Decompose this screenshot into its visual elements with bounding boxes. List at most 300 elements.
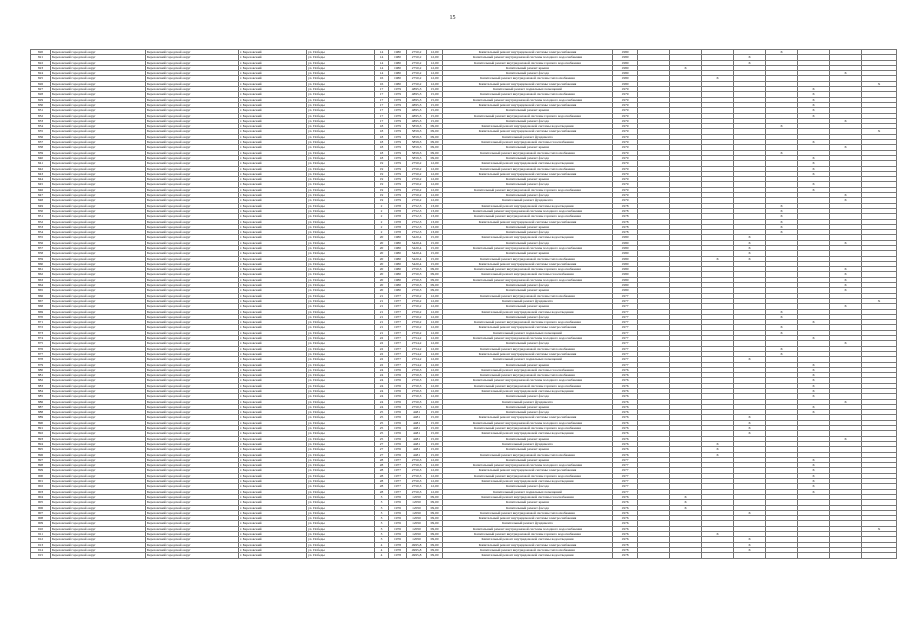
table-cell: 1979 (613, 198, 638, 203)
table-cell: Березовский городской округ (51, 298, 146, 303)
table-cell: Капитальный ремонт внутридомовой системы электроснабжения (443, 219, 613, 224)
table-cell: г. Березовский (239, 537, 307, 542)
table-cell: г. Березовский (239, 76, 307, 81)
table-cell: 1976 (389, 404, 407, 409)
table-cell: 838 (31, 145, 51, 150)
table-cell: Березовский городской округ (51, 314, 146, 319)
table-cell: 2750,2 (407, 325, 427, 330)
table-cell: 872 (31, 325, 51, 330)
table-cell: 4 (375, 542, 389, 547)
table-cell: 12,00 (427, 314, 443, 319)
table-cell: Капитальный ремонт внутридомовой системы водоотведения (443, 479, 613, 484)
table-cell: 1978 (389, 214, 407, 219)
table-cell (830, 553, 862, 558)
table-cell: X (734, 251, 766, 256)
table-cell: 874 (31, 336, 51, 341)
table-cell: 1980 (389, 251, 407, 256)
table-cell: Березовский городской округ (51, 171, 146, 176)
table-cell: 905 (31, 500, 51, 505)
table-cell: 891 (31, 426, 51, 431)
table-cell: Березовский городской округ (146, 383, 239, 388)
table-cell: X (670, 65, 702, 70)
table-cell: 825 (31, 76, 51, 81)
table-cell: X (766, 309, 798, 314)
table-cell: Капитальный ремонт фасада (443, 240, 613, 245)
table-cell: 12,00 (427, 399, 443, 404)
table-cell: г. Березовский (239, 436, 307, 441)
table-cell: 21 (375, 325, 389, 330)
table-cell: 5859,3 (407, 145, 427, 150)
table-cell: 899 (31, 468, 51, 473)
table-cell: 2750,2 (407, 171, 427, 176)
table-cell: Капитальный ремонт фасада (443, 118, 613, 123)
table-cell: ул. Победы (307, 293, 375, 298)
table-cell: Березовский городской округ (51, 277, 146, 282)
table-cell: ул. Победы (307, 187, 375, 192)
table-cell: 19 (375, 193, 389, 198)
table-cell (798, 553, 830, 558)
table-cell: 907 (31, 510, 51, 515)
table-cell: г. Березовский (239, 330, 307, 335)
table-cell: 1979 (389, 134, 407, 139)
table-cell: 25 (375, 436, 389, 441)
table-cell: Березовский городской округ (146, 161, 239, 166)
table-cell: 1979 (389, 129, 407, 134)
table-cell: 4895,3 (407, 108, 427, 113)
table-cell: 2754,2 (407, 362, 427, 367)
table-cell: г. Березовский (239, 304, 307, 309)
table-cell: 1977 (613, 357, 638, 362)
table-cell: 1976 (389, 494, 407, 499)
table-cell: 14 (375, 55, 389, 60)
table-cell: Березовский городской округ (146, 272, 239, 277)
table-cell: 829 (31, 97, 51, 102)
table-cell: 12,00 (427, 484, 443, 489)
table-cell: 1980 (613, 272, 638, 277)
table-cell: 1979 (613, 140, 638, 145)
table-cell: Капитальный ремонт крыши (443, 251, 613, 256)
table-cell: 4895,3 (407, 87, 427, 92)
table-cell: ул. Победы (307, 283, 375, 288)
table-cell: Капитальный ремонт внутридомовой системы теплоснабжения (443, 547, 613, 552)
table-cell: Березовский городской округ (51, 431, 146, 436)
table-cell: 12,00 (427, 362, 443, 367)
table-cell: 2752,3 (407, 208, 427, 213)
table-cell: 2752,3 (407, 203, 427, 208)
table-cell: 1978 (389, 230, 407, 235)
table-cell: 09,00 (427, 547, 443, 552)
table-cell: Березовский городской округ (146, 489, 239, 494)
table-cell: Березовский городской округ (146, 60, 239, 65)
table-cell: Березовский городской округ (146, 140, 239, 145)
table-cell: г. Березовский (239, 71, 307, 76)
table-cell: ул. Победы (307, 182, 375, 187)
table-cell: 1977 (613, 362, 638, 367)
table-cell: Березовский городской округ (51, 304, 146, 309)
table-cell: Березовский городской округ (51, 240, 146, 245)
table-cell: Березовский городской округ (146, 124, 239, 129)
table-cell: 4895,3 (407, 118, 427, 123)
table-cell: 1978 (389, 553, 407, 558)
table-cell: 1979 (389, 124, 407, 129)
table-cell: ул. Победы (307, 500, 375, 505)
table-cell: г. Березовский (239, 60, 307, 65)
table-cell: 1979 (389, 87, 407, 92)
table-cell: 13,00 (427, 208, 443, 213)
table-cell: X (798, 367, 830, 372)
table-cell: 915 (31, 553, 51, 558)
table-cell: 15,00 (427, 415, 443, 420)
table-cell: 1977 (613, 293, 638, 298)
table-cell: 1978 (613, 547, 638, 552)
table-cell: 869 (31, 309, 51, 314)
table-cell: 12050 (407, 521, 427, 526)
table-cell: Березовский городской округ (146, 235, 239, 240)
table-cell: Березовский городской округ (51, 102, 146, 107)
table-cell: 873 (31, 330, 51, 335)
table-cell: ул. Победы (307, 373, 375, 378)
table-cell: X (734, 415, 766, 420)
table-cell: г. Березовский (239, 399, 307, 404)
table-cell: X (670, 494, 702, 499)
table-cell: 09,00 (427, 145, 443, 150)
table-cell: 1976 (613, 378, 638, 383)
table-cell: г. Березовский (239, 547, 307, 552)
table-cell: 24 (375, 373, 389, 378)
table-cell: 1980 (613, 267, 638, 272)
table-cell: 1977 (613, 468, 638, 473)
table-cell: X (862, 129, 897, 134)
table-cell: Березовский городской округ (146, 473, 239, 478)
table-cell: 1976 (613, 399, 638, 404)
table-cell: Березовский городской округ (146, 336, 239, 341)
table-cell: 2750,2 (407, 330, 427, 335)
table-cell: 12,00 (427, 161, 443, 166)
table-cell: Капитальный ремонт фундамента (443, 399, 613, 404)
table-cell: 25 (375, 420, 389, 425)
table-cell: Березовский городской округ (51, 500, 146, 505)
table-cell: 1980 (389, 256, 407, 261)
table-cell: г. Березовский (239, 415, 307, 420)
table-cell: Березовский городской округ (146, 177, 239, 182)
table-cell: г. Березовский (239, 521, 307, 526)
table-cell: 15,00 (427, 420, 443, 425)
table-cell: 17 (375, 108, 389, 113)
table-cell: 1976 (389, 367, 407, 372)
table-cell: Березовский городской округ (146, 320, 239, 325)
table-cell: Капитальный ремонт внутридомовой системы газоснабжения (443, 272, 613, 277)
table-cell: 1976 (389, 420, 407, 425)
table-cell: 1979 (613, 92, 638, 97)
table-cell: 18 (375, 145, 389, 150)
table-cell: 1976 (389, 394, 407, 399)
table-cell: Березовский городской округ (51, 426, 146, 431)
table-cell: г. Березовский (239, 383, 307, 388)
table-cell: 1976 (389, 378, 407, 383)
table-cell: ул. Победы (307, 97, 375, 102)
table-cell: Капитальный ремонт внутридомовой системы теплоснабжения (443, 510, 613, 515)
table-cell: Березовский городской округ (146, 50, 239, 55)
table-cell: 1980 (613, 240, 638, 245)
table-cell: 3 (375, 526, 389, 531)
table-cell: Капитальный ремонт подвальных помещений (443, 357, 613, 362)
table-cell: 5859,3 (407, 134, 427, 139)
table-cell: Березовский городской округ (146, 532, 239, 537)
table-cell: г. Березовский (239, 272, 307, 277)
table-cell: Березовский городской округ (146, 193, 239, 198)
table-cell: г. Березовский (239, 97, 307, 102)
table-cell: Березовский городской округ (51, 547, 146, 552)
table-cell: 846 (31, 187, 51, 192)
table-cell: 2750,2 (407, 193, 427, 198)
table-cell: 1979 (613, 166, 638, 171)
table-cell: 12,00 (427, 198, 443, 203)
table-cell: 1980 (389, 50, 407, 55)
table-cell: X (798, 463, 830, 468)
table-cell: 12050 (407, 510, 427, 515)
table-cell: 1977 (613, 330, 638, 335)
table-cell: г. Березовский (239, 203, 307, 208)
table-cell: Березовский городской округ (146, 505, 239, 510)
table-cell: 2752,3 (407, 230, 427, 235)
table-cell: 20 (375, 251, 389, 256)
table-cell: ул. Победы (307, 251, 375, 256)
table-cell: Капитальный ремонт внутридомовой системы электроснабжения (443, 261, 613, 266)
table-cell: Березовский городской округ (51, 155, 146, 160)
table-cell: 883 (31, 383, 51, 388)
table-cell: г. Березовский (239, 50, 307, 55)
table-cell: Березовский городской округ (51, 193, 146, 198)
table-cell: г. Березовский (239, 187, 307, 192)
table-cell: Капитальный ремонт внутридомовой системы горячего водоснабжения (443, 187, 613, 192)
table-cell: 1976 (389, 500, 407, 505)
table-cell: 1977 (389, 473, 407, 478)
table-cell: 1976 (613, 500, 638, 505)
table-cell: X (862, 81, 897, 86)
table-cell: 2750,2 (407, 81, 427, 86)
table-cell: Капитальный ремонт фасада (443, 410, 613, 415)
table-cell: 21 (375, 298, 389, 303)
table-cell: 2 (375, 219, 389, 224)
table-cell: 20 (375, 240, 389, 245)
table-cell: 09,00 (427, 124, 443, 129)
table-cell: 1979 (613, 113, 638, 118)
table-cell: Березовский городской округ (51, 124, 146, 129)
table-cell: X (830, 304, 862, 309)
table-cell: Березовский городской округ (146, 325, 239, 330)
table-cell: 1980 (389, 71, 407, 76)
table-cell: Березовский городской округ (51, 420, 146, 425)
table-cell: 1976 (389, 431, 407, 436)
table-cell: 12,00 (427, 309, 443, 314)
table-cell: 824 (31, 71, 51, 76)
table-cell: 4481 (407, 410, 427, 415)
table-cell: ул. Победы (307, 457, 375, 462)
table-cell: 12,00 (427, 325, 443, 330)
table-cell: г. Березовский (239, 336, 307, 341)
table-cell: 1977 (389, 479, 407, 484)
table-cell: Березовский городской округ (146, 293, 239, 298)
table-cell: 17 (375, 113, 389, 118)
table-cell: X (830, 283, 862, 288)
table-cell: г. Березовский (239, 283, 307, 288)
table-cell: 09,00 (427, 537, 443, 542)
table-cell: 15,00 (427, 240, 443, 245)
table-cell: ул. Победы (307, 415, 375, 420)
table-cell: X (766, 214, 798, 219)
table-cell: 2750,3 (407, 373, 427, 378)
table-cell: 4481 (407, 447, 427, 452)
table-cell: Березовский городской округ (146, 92, 239, 97)
table-cell: Капитальный ремонт внутридомовой системы теплоснабжения (443, 92, 613, 97)
table-cell: Березовский городской округ (51, 389, 146, 394)
table-cell: X (830, 288, 862, 293)
table-cell: 1977 (389, 341, 407, 346)
table-cell: 15,00 (427, 426, 443, 431)
table-cell: 867 (31, 298, 51, 303)
table-cell: Березовский городской округ (51, 134, 146, 139)
table-cell: Березовский городской округ (51, 55, 146, 60)
table-cell: Березовский городской округ (146, 81, 239, 86)
table-cell: 15,00 (427, 447, 443, 452)
table-cell: 15,00 (427, 261, 443, 266)
table-cell: 4995,8 (407, 547, 427, 552)
table-cell: г. Березовский (239, 240, 307, 245)
table-cell: Березовский городской округ (51, 283, 146, 288)
table-cell: 19 (375, 187, 389, 192)
table-cell: 1976 (613, 521, 638, 526)
table-cell: Березовский городской округ (146, 224, 239, 229)
table-cell: 14 (375, 65, 389, 70)
table-cell: 1977 (613, 489, 638, 494)
table-cell: Березовский городской округ (51, 81, 146, 86)
table-cell: ул. Победы (307, 489, 375, 494)
table-cell: Капитальный ремонт внутридомовой системы теплоснабжения (443, 150, 613, 155)
table-cell: Березовский городской округ (51, 177, 146, 182)
table-cell: г. Березовский (239, 198, 307, 203)
table-cell: 1980 (389, 261, 407, 266)
table-cell: 2750,3 (407, 367, 427, 372)
table-cell: 892 (31, 431, 51, 436)
table-cell: 853 (31, 224, 51, 229)
table-cell: ул. Победы (307, 484, 375, 489)
table-cell: Березовский городской округ (146, 330, 239, 335)
table-cell: 15,00 (427, 235, 443, 240)
table-cell: X (670, 500, 702, 505)
table-cell: г. Березовский (239, 214, 307, 219)
table-cell: Березовский городской округ (51, 521, 146, 526)
table-cell: Капитальный ремонт внутридомовой системы холодного водоснабжения (443, 55, 613, 60)
table-cell: Капитальный ремонт внутридомовой системы холодного водоснабжения (443, 336, 613, 341)
table-cell: Березовский городской округ (51, 373, 146, 378)
table-cell: Капитальный ремонт фасада (443, 283, 613, 288)
table-cell: 1977 (389, 351, 407, 356)
table-cell: 14 (375, 71, 389, 76)
table-cell: 1979 (389, 108, 407, 113)
table-cell: 1978 (613, 208, 638, 213)
table-cell: 12050 (407, 532, 427, 537)
table-cell: Березовский городской округ (51, 346, 146, 351)
table-cell: ул. Победы (307, 510, 375, 515)
table-cell: 1977 (389, 298, 407, 303)
table-cell: 1978 (613, 230, 638, 235)
table-cell: X (798, 362, 830, 367)
table-cell: 1979 (389, 198, 407, 203)
table-cell: 1980 (613, 235, 638, 240)
table-cell: 17 (375, 87, 389, 92)
table-cell: Березовский городской округ (51, 553, 146, 558)
table-cell: 22 (375, 346, 389, 351)
table-cell: 15,00 (427, 113, 443, 118)
table-cell: 1979 (613, 108, 638, 113)
table-cell: ул. Победы (307, 277, 375, 282)
table-cell: г. Березовский (239, 325, 307, 330)
table-cell: 1977 (613, 341, 638, 346)
table-cell: 21 (375, 304, 389, 309)
table-cell: 1979 (613, 134, 638, 139)
table-cell: Березовский городской округ (51, 404, 146, 409)
table-cell: 17 (375, 92, 389, 97)
table-cell: Березовский городской округ (51, 494, 146, 499)
table-cell: 909 (31, 521, 51, 526)
table-cell: 4481 (407, 452, 427, 457)
table-cell: 3 (375, 505, 389, 510)
table-cell: 904 (31, 494, 51, 499)
table-cell: Березовский городской округ (51, 219, 146, 224)
table-cell: 09,00 (427, 150, 443, 155)
table-cell: 12,00 (427, 304, 443, 309)
table-cell: X (766, 346, 798, 351)
table-cell: 822 (31, 60, 51, 65)
table-cell: X (670, 505, 702, 510)
table-cell: Березовский городской округ (146, 367, 239, 372)
table-cell: 19 (375, 177, 389, 182)
table-cell: 12050 (407, 516, 427, 521)
table-cell: 12,00 (427, 479, 443, 484)
table-cell: 1977 (613, 351, 638, 356)
table-cell: 4995,8 (407, 542, 427, 547)
table-cell: Березовский городской округ (146, 426, 239, 431)
table-cell: Березовский городской округ (51, 118, 146, 123)
table-cell: 832 (31, 113, 51, 118)
table-cell: 2750,3 (407, 399, 427, 404)
table-cell: 2750,2 (407, 65, 427, 70)
table-cell: Капитальный ремонт внутридомовой системы водоотведения (443, 309, 613, 314)
table-cell: 847 (31, 193, 51, 198)
table-cell: г. Березовский (239, 510, 307, 515)
table-cell: X (830, 145, 862, 150)
table-cell: 13,00 (427, 214, 443, 219)
table-cell: 1979 (613, 87, 638, 92)
table-cell: г. Березовский (239, 235, 307, 240)
table-cell: X (766, 208, 798, 213)
table-cell: X (798, 489, 830, 494)
table-cell: Березовский городской округ (146, 479, 239, 484)
table-cell: ул. Победы (307, 336, 375, 341)
table-cell: Капитальный ремонт внутридомовой системы холодного водоснабжения (443, 97, 613, 102)
table-cell: X (734, 537, 766, 542)
table-cell: 25 (375, 426, 389, 431)
table-cell: ул. Победы (307, 553, 375, 558)
table-cell: Капитальный ремонт внутридомовой системы водоотведения (443, 537, 613, 542)
table-cell: ул. Победы (307, 330, 375, 335)
table-cell: 12,00 (427, 50, 443, 55)
table-cell: Березовский городской округ (51, 129, 146, 134)
table-cell: 1977 (613, 473, 638, 478)
table-cell: 1979 (613, 177, 638, 182)
table-cell: Капитальный ремонт внутридомовой системы холодного водоснабжения (443, 526, 613, 531)
table-cell: ул. Победы (307, 71, 375, 76)
